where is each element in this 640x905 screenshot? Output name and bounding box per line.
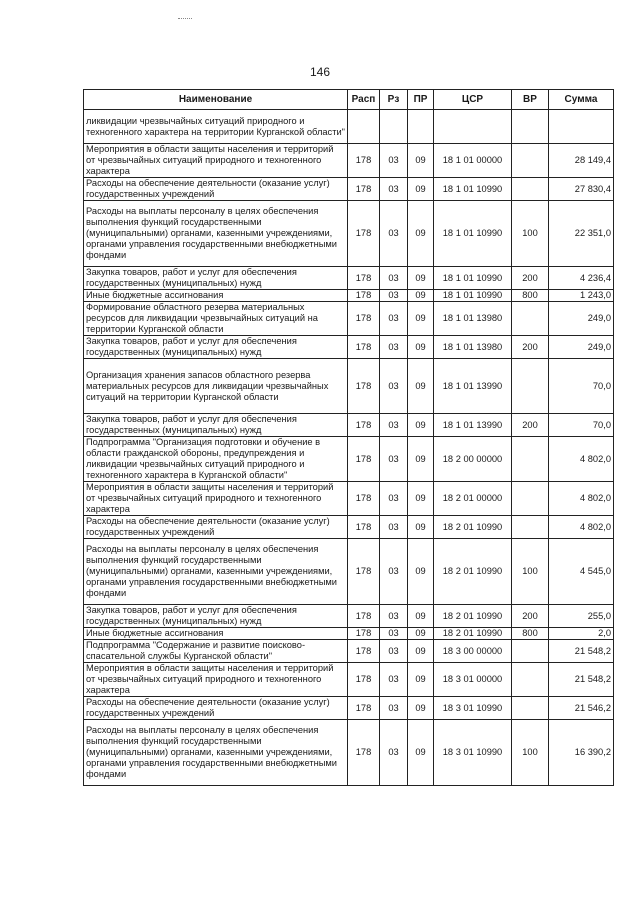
table-cell-pr: 09 (408, 267, 434, 290)
table-cell-rz: 03 (380, 336, 408, 359)
table-cell-summa: 4 545,0 (549, 539, 614, 605)
table-cell-pr: 09 (408, 697, 434, 720)
table-cell-name: Формирование областного резерва материальных ресурсов для ликвидации чрезвычайных ситуаций на территории Курганской области (84, 302, 348, 336)
table-cell-csr: 18 2 01 10990 (434, 539, 512, 605)
table-cell-rz (380, 110, 408, 144)
scan-mark (178, 18, 192, 20)
table-cell-csr: 18 1 01 13990 (434, 359, 512, 414)
page-number: 146 (309, 65, 331, 79)
table-cell-vr: 800 (512, 290, 549, 302)
table-cell-vr (512, 437, 549, 482)
table-cell-rz: 03 (380, 663, 408, 697)
table-cell-vr (512, 663, 549, 697)
table-cell-summa: 4 802,0 (549, 437, 614, 482)
table-cell-csr: 18 1 01 13980 (434, 302, 512, 336)
table-cell-rz: 03 (380, 605, 408, 628)
table-cell-summa: 21 548,2 (549, 663, 614, 697)
header-summa: Сумма (549, 90, 614, 110)
table-cell-vr (512, 697, 549, 720)
table-cell-vr: 800 (512, 628, 549, 640)
table-cell-csr: 18 2 01 00000 (434, 482, 512, 516)
table-cell-name: Расходы на обеспечение деятельности (оказание услуг) государственных учреждений (84, 516, 348, 539)
table-cell-pr: 09 (408, 663, 434, 697)
table-cell-pr: 09 (408, 720, 434, 786)
table-cell-name: ликвидации чрезвычайных ситуаций природного и техногенного характера на территории Курганской области" (84, 110, 348, 144)
table-cell-pr: 09 (408, 178, 434, 201)
table-cell-name: Мероприятия в области защиты населения и территорий от чрезвычайных ситуаций природного и техногенного характера (84, 482, 348, 516)
table-cell-rasp: 178 (348, 144, 380, 178)
table-cell-csr: 18 3 01 10990 (434, 697, 512, 720)
table-cell-summa: 70,0 (549, 414, 614, 437)
table-cell-rasp: 178 (348, 290, 380, 302)
table-cell-vr (512, 302, 549, 336)
table-cell-rasp: 178 (348, 267, 380, 290)
table-cell-csr: 18 1 01 10990 (434, 290, 512, 302)
table-cell-rasp: 178 (348, 640, 380, 663)
table-cell-summa: 4 236,4 (549, 267, 614, 290)
table-row (84, 267, 614, 290)
header-pr: ПР (408, 90, 434, 110)
table-cell-summa: 2,0 (549, 628, 614, 640)
table-cell-pr: 09 (408, 482, 434, 516)
table-cell-csr (434, 110, 512, 144)
table-cell-pr: 09 (408, 359, 434, 414)
table-row (84, 110, 614, 144)
table-cell-csr: 18 3 01 10990 (434, 720, 512, 786)
table-row (84, 178, 614, 201)
table-cell-rasp: 178 (348, 201, 380, 267)
table-cell-summa: 27 830,4 (549, 178, 614, 201)
table-cell-rasp: 178 (348, 482, 380, 516)
table-cell-summa: 21 546,2 (549, 697, 614, 720)
table-cell-pr: 09 (408, 144, 434, 178)
table-cell-name: Мероприятия в области защиты населения и территорий от чрезвычайных ситуаций природного и техногенного характера (84, 663, 348, 697)
table-row (84, 414, 614, 437)
table-cell-name: Расходы на обеспечение деятельности (оказание услуг) государственных учреждений (84, 697, 348, 720)
table-cell-vr: 200 (512, 336, 549, 359)
table-cell-summa: 70,0 (549, 359, 614, 414)
table-cell-rasp: 178 (348, 516, 380, 539)
table-cell-summa: 21 548,2 (549, 640, 614, 663)
table-cell-rasp: 178 (348, 302, 380, 336)
table-cell-summa: 249,0 (549, 336, 614, 359)
budget-table (83, 89, 614, 786)
header-rasp: Расп (348, 90, 380, 110)
table-row (84, 437, 614, 482)
table-cell-rasp: 178 (348, 336, 380, 359)
table-cell-rasp: 178 (348, 697, 380, 720)
table-cell-rz: 03 (380, 302, 408, 336)
table-cell-rasp: 178 (348, 605, 380, 628)
table-cell-summa: 16 390,2 (549, 720, 614, 786)
table-cell-vr (512, 640, 549, 663)
table-cell-name: Организация хранения запасов областного резерва материальных ресурсов для ликвидации чрезвычайных ситуаций на территории Курганской области (84, 359, 348, 414)
table-row (84, 359, 614, 414)
header-vr: ВР (512, 90, 549, 110)
table-cell-csr: 18 2 00 00000 (434, 437, 512, 482)
table-cell-name: Подпрограмма "Организация подготовки и обучение в области гражданской обороны, предупреждения и ликвидации чрезвычайных ситуаций природного и техногенного характера в Курганской области" (84, 437, 348, 482)
table-cell-name: Расходы на выплаты персоналу в целях обеспечения выполнения функций государственными (муниципальными) органами, казенными учреждениями, органами управления государственными внебюджетными фондами (84, 201, 348, 267)
table-cell-summa: 28 149,4 (549, 144, 614, 178)
table-row (84, 539, 614, 605)
table-cell-pr: 09 (408, 336, 434, 359)
header-row (84, 90, 614, 110)
table-row (84, 640, 614, 663)
table-cell-vr (512, 110, 549, 144)
table-cell-csr: 18 1 01 00000 (434, 144, 512, 178)
table-cell-rasp: 178 (348, 414, 380, 437)
table-cell-rz: 03 (380, 482, 408, 516)
table-cell-pr: 09 (408, 201, 434, 267)
table-cell-rasp: 178 (348, 720, 380, 786)
table-cell-name: Закупка товаров, работ и услуг для обеспечения государственных (муниципальных) нужд (84, 267, 348, 290)
table-row (84, 336, 614, 359)
table-cell-rz: 03 (380, 720, 408, 786)
table-cell-name: Расходы на выплаты персоналу в целях обеспечения выполнения функций государственными (муниципальными) органами, казенными учреждениями, органами управления государственными внебюджетными фондами (84, 720, 348, 786)
table-cell-csr: 18 3 01 00000 (434, 663, 512, 697)
table-cell-rasp (348, 110, 380, 144)
table-cell-vr: 200 (512, 414, 549, 437)
table-cell-vr (512, 359, 549, 414)
table-row (84, 201, 614, 267)
table-cell-rz: 03 (380, 144, 408, 178)
table-cell-vr: 200 (512, 605, 549, 628)
table-cell-vr (512, 516, 549, 539)
table-cell-csr: 18 1 01 13990 (434, 414, 512, 437)
table-row (84, 482, 614, 516)
table-cell-csr: 18 1 01 10990 (434, 267, 512, 290)
table-cell-rz: 03 (380, 437, 408, 482)
table-cell-summa: 255,0 (549, 605, 614, 628)
table-cell-rasp: 178 (348, 628, 380, 640)
table-row (84, 605, 614, 628)
table-cell-pr: 09 (408, 437, 434, 482)
table-cell-summa: 249,0 (549, 302, 614, 336)
table-cell-csr: 18 2 01 10990 (434, 628, 512, 640)
table-cell-rz: 03 (380, 359, 408, 414)
table-cell-summa (549, 110, 614, 144)
table-cell-rasp: 178 (348, 663, 380, 697)
table-row (84, 720, 614, 786)
table-row (84, 144, 614, 178)
table-cell-vr: 100 (512, 720, 549, 786)
table-cell-rz: 03 (380, 290, 408, 302)
table-cell-rz: 03 (380, 539, 408, 605)
table-cell-rasp: 178 (348, 359, 380, 414)
table-cell-vr: 100 (512, 201, 549, 267)
table-cell-name: Закупка товаров, работ и услуг для обеспечения государственных (муниципальных) нужд (84, 336, 348, 359)
table-cell-name: Закупка товаров, работ и услуг для обеспечения государственных (муниципальных) нужд (84, 605, 348, 628)
table-cell-summa: 4 802,0 (549, 516, 614, 539)
table-cell-csr: 18 1 01 10990 (434, 178, 512, 201)
table-cell-pr: 09 (408, 628, 434, 640)
table-cell-rasp: 178 (348, 437, 380, 482)
table-cell-rz: 03 (380, 697, 408, 720)
table-cell-pr: 09 (408, 414, 434, 437)
table-row (84, 516, 614, 539)
table-cell-pr: 09 (408, 302, 434, 336)
table-cell-rz: 03 (380, 516, 408, 539)
table-row (84, 302, 614, 336)
table-cell-rz: 03 (380, 201, 408, 267)
table-cell-summa: 22 351,0 (549, 201, 614, 267)
table-cell-rz: 03 (380, 628, 408, 640)
table-cell-name: Расходы на обеспечение деятельности (оказание услуг) государственных учреждений (84, 178, 348, 201)
table-cell-pr: 09 (408, 290, 434, 302)
table-row (84, 697, 614, 720)
table-cell-csr: 18 2 01 10990 (434, 516, 512, 539)
table-cell-rasp: 178 (348, 178, 380, 201)
table-cell-vr (512, 178, 549, 201)
table-cell-name: Закупка товаров, работ и услуг для обеспечения государственных (муниципальных) нужд (84, 414, 348, 437)
table-cell-pr: 09 (408, 605, 434, 628)
table-cell-pr (408, 110, 434, 144)
table-row (84, 290, 614, 302)
table-row (84, 628, 614, 640)
table-cell-csr: 18 1 01 13980 (434, 336, 512, 359)
table-row (84, 663, 614, 697)
table-cell-vr (512, 144, 549, 178)
header-rz: Рз (380, 90, 408, 110)
table-cell-summa: 1 243,0 (549, 290, 614, 302)
table-cell-name: Иные бюджетные ассигнования (84, 290, 348, 302)
table-cell-name: Иные бюджетные ассигнования (84, 628, 348, 640)
table-cell-name: Подпрограмма "Содержание и развитие поисково-спасательной службы Курганской области" (84, 640, 348, 663)
table-cell-pr: 09 (408, 640, 434, 663)
table-cell-rz: 03 (380, 640, 408, 663)
table-cell-summa: 4 802,0 (549, 482, 614, 516)
table-cell-pr: 09 (408, 516, 434, 539)
header-name: Наименование (84, 90, 348, 110)
table-cell-rz: 03 (380, 414, 408, 437)
table-cell-name: Мероприятия в области защиты населения и территорий от чрезвычайных ситуаций природного и техногенного характера (84, 144, 348, 178)
table-cell-rasp: 178 (348, 539, 380, 605)
header-csr: ЦСР (434, 90, 512, 110)
table-cell-vr: 100 (512, 539, 549, 605)
table-cell-csr: 18 2 01 10990 (434, 605, 512, 628)
table-cell-csr: 18 1 01 10990 (434, 201, 512, 267)
table-cell-pr: 09 (408, 539, 434, 605)
table-cell-vr: 200 (512, 267, 549, 290)
table-cell-rz: 03 (380, 178, 408, 201)
table-cell-rz: 03 (380, 267, 408, 290)
table-cell-csr: 18 3 00 00000 (434, 640, 512, 663)
table-cell-vr (512, 482, 549, 516)
table-cell-name: Расходы на выплаты персоналу в целях обеспечения выполнения функций государственными (муниципальными) органами, казенными учреждениями, органами управления государственными внебюджетными фондами (84, 539, 348, 605)
